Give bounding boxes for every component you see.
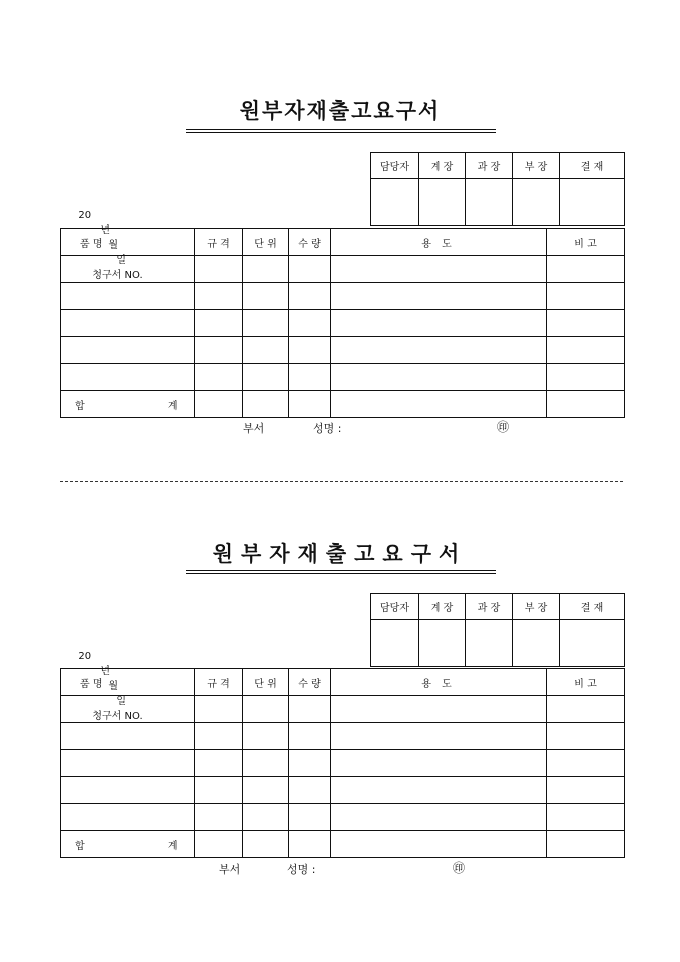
request-number-label: 청구서 NO. xyxy=(92,270,143,281)
day-unit: 일 xyxy=(116,696,127,707)
year-prefix: 20 xyxy=(78,651,92,662)
signature-box[interactable] xyxy=(513,179,560,226)
approval-table xyxy=(370,593,625,667)
column-header: 규 격 xyxy=(195,229,243,256)
column-header: 용 도 xyxy=(331,229,547,256)
signature-box[interactable] xyxy=(371,179,419,226)
column-header: 단 위 xyxy=(243,229,289,256)
approval-header: 담당자 xyxy=(371,153,419,179)
column-header: 품 명 xyxy=(61,229,195,256)
approval-header: 담당자 xyxy=(371,594,419,620)
total-label: 합 계 xyxy=(61,831,195,858)
seal-mark: ㊞ xyxy=(497,420,510,434)
signature-box[interactable] xyxy=(466,179,513,226)
column-header: 수 량 xyxy=(289,229,331,256)
approval-header: 계 장 xyxy=(419,594,466,620)
column-header: 용 도 xyxy=(331,669,547,696)
table-row xyxy=(61,696,625,723)
month-unit: 월 xyxy=(108,681,119,692)
title-underline xyxy=(186,129,496,133)
approval-table xyxy=(370,152,625,226)
table-row xyxy=(61,256,625,283)
request-number-label: 청구서 NO. xyxy=(92,711,143,722)
signature-box[interactable] xyxy=(560,620,625,667)
day-unit: 일 xyxy=(116,255,127,266)
column-header: 수 량 xyxy=(289,669,331,696)
approval-header: 과 장 xyxy=(466,594,513,620)
signature-box[interactable] xyxy=(513,620,560,667)
total-row xyxy=(61,831,625,858)
signature-box[interactable] xyxy=(371,620,419,667)
approval-header: 결 재 xyxy=(560,153,625,179)
seal-mark: ㊞ xyxy=(453,861,466,875)
signature-box[interactable] xyxy=(560,179,625,226)
column-header: 비 고 xyxy=(547,669,625,696)
table-row xyxy=(61,804,625,831)
footer-name: 성명 : xyxy=(287,863,316,876)
approval-header: 부 장 xyxy=(513,594,560,620)
title-underline xyxy=(186,570,496,574)
table-row xyxy=(61,310,625,337)
table-row xyxy=(61,750,625,777)
approval-header: 부 장 xyxy=(513,153,560,179)
approval-header: 계 장 xyxy=(419,153,466,179)
total-label: 합 계 xyxy=(61,391,195,418)
approval-header: 결 재 xyxy=(560,594,625,620)
footer-dept: 부서 xyxy=(243,422,265,435)
column-header: 비 고 xyxy=(547,229,625,256)
footer-name: 성명 : xyxy=(313,422,342,435)
items-table xyxy=(60,228,625,418)
cut-line xyxy=(60,481,623,482)
table-row xyxy=(61,283,625,310)
year-unit: 년 xyxy=(100,225,111,236)
table-row xyxy=(61,337,625,364)
year-prefix: 20 xyxy=(78,210,92,221)
form-title: 원부자재출고요구서 xyxy=(212,541,468,566)
signature-box[interactable] xyxy=(419,620,466,667)
items-table xyxy=(60,668,625,858)
total-row xyxy=(61,391,625,418)
footer-dept: 부서 xyxy=(219,863,241,876)
table-row xyxy=(61,364,625,391)
signature-box[interactable] xyxy=(419,179,466,226)
form-title: 원부자재출고요구서 xyxy=(239,98,441,123)
column-header: 규 격 xyxy=(195,669,243,696)
year-unit: 년 xyxy=(100,666,111,677)
signature-box[interactable] xyxy=(466,620,513,667)
month-unit: 월 xyxy=(108,240,119,251)
column-header: 품 명 xyxy=(61,669,195,696)
approval-header: 과 장 xyxy=(466,153,513,179)
table-row xyxy=(61,723,625,750)
column-header: 단 위 xyxy=(243,669,289,696)
table-row xyxy=(61,777,625,804)
